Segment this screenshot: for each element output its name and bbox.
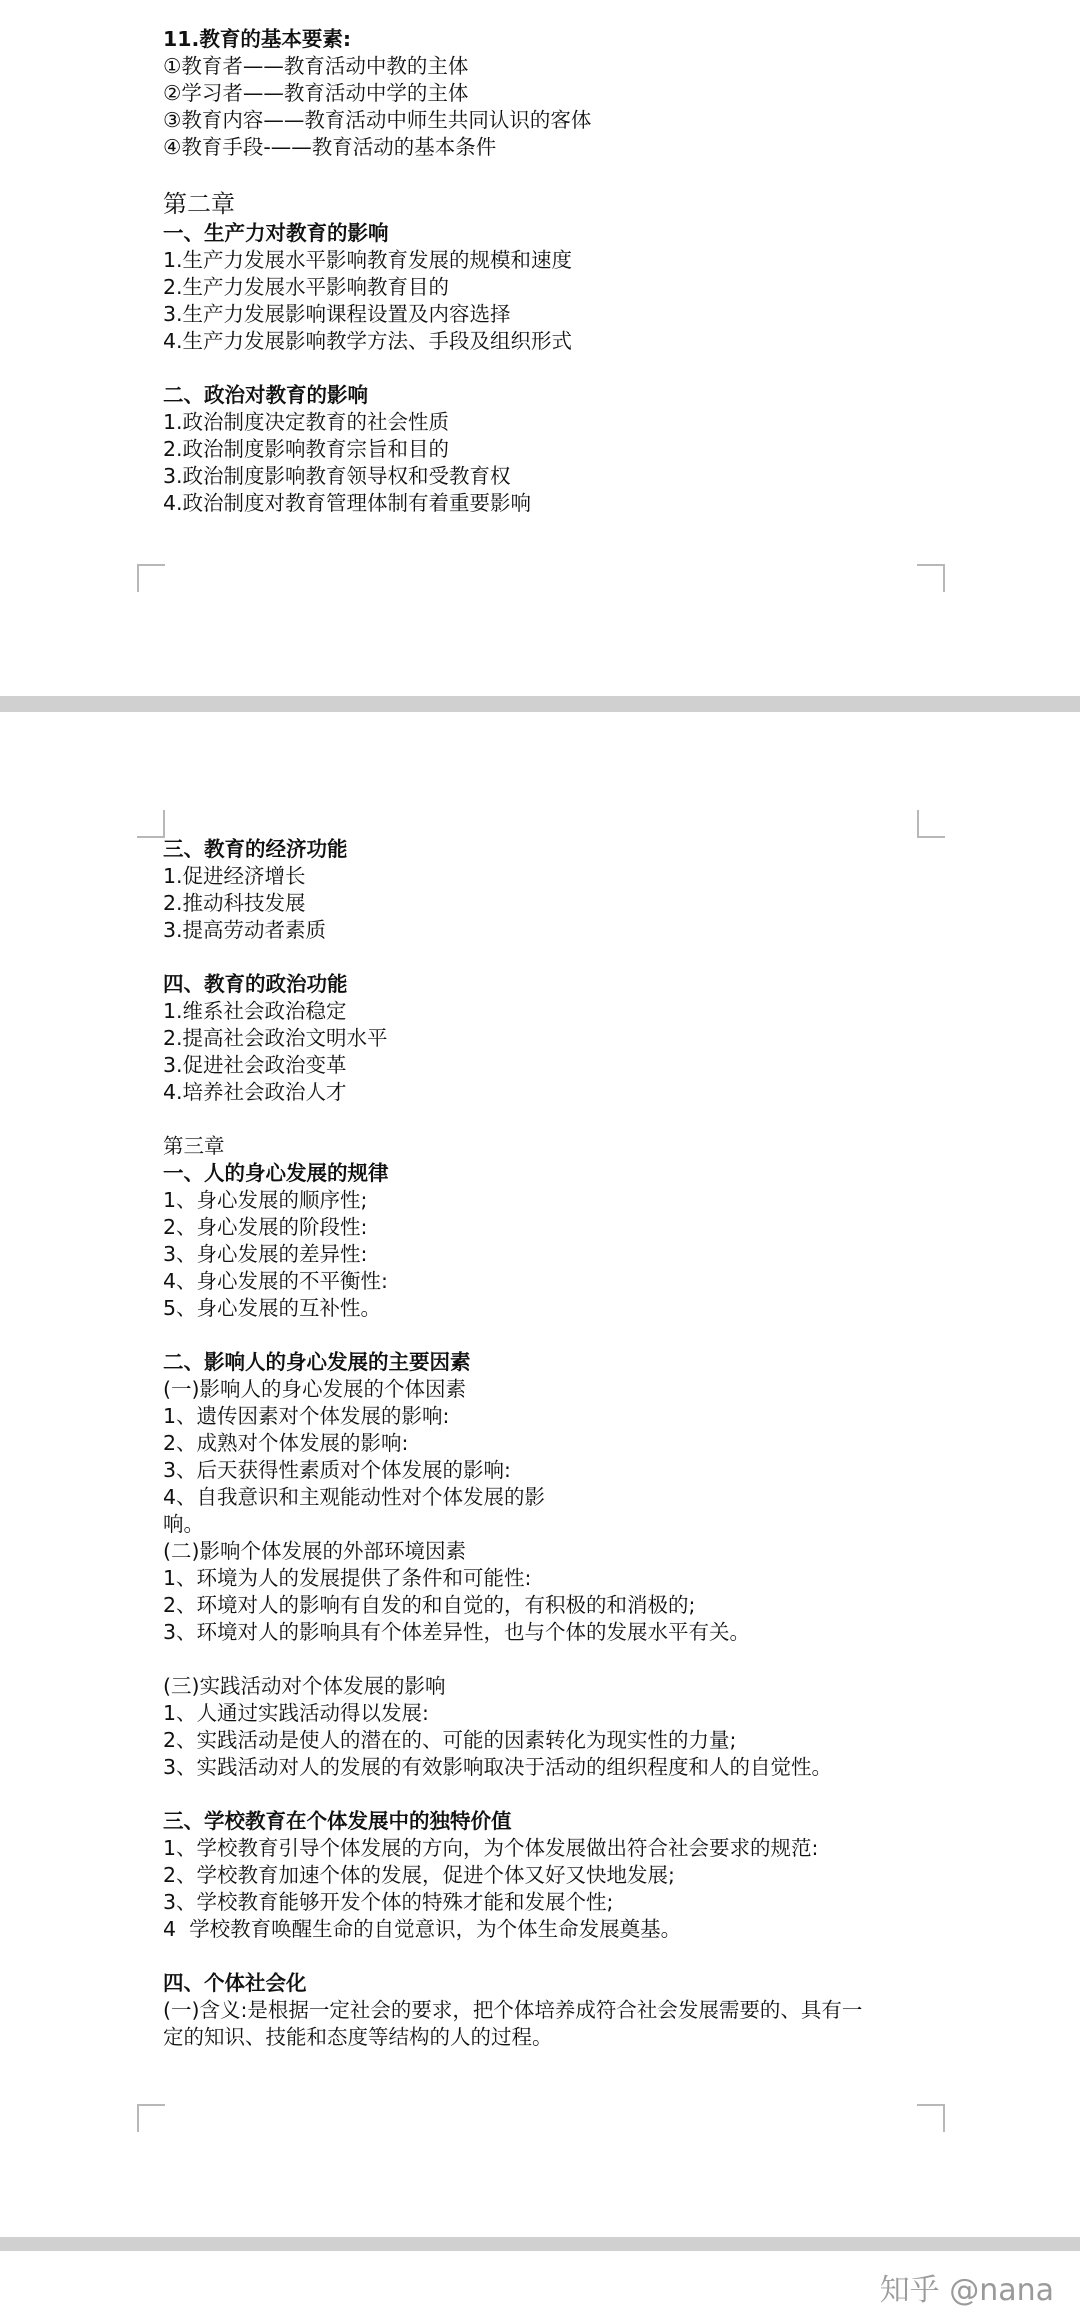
- chapter-heading: 第二章: [163, 190, 235, 218]
- text-line: ②学习者——教育活动中学的主体: [163, 81, 469, 105]
- blank-line: [163, 355, 943, 382]
- text-line: ①教育者——教育活动中教的主体: [163, 54, 469, 78]
- page-1-text: [163, 26, 943, 517]
- blank-line: [163, 1943, 943, 1970]
- text-line: 3.提高劳动者素质: [163, 918, 327, 942]
- text-line: 第三章: [163, 1134, 225, 1158]
- text-line: (一)影响人的身心发展的个体因素: [163, 1377, 466, 1401]
- text-line: 4.生产力发展影响教学方法、手段及组织形式: [163, 329, 573, 353]
- text-line: 3、后天获得性素质对个体发展的影响:: [163, 1458, 511, 1482]
- blank-line: [163, 1106, 943, 1133]
- section-heading: 一、人的身心发展的规律: [163, 1161, 389, 1185]
- text-line: ③教育内容——教育活动中师生共同认识的客体: [163, 108, 592, 132]
- section-heading: 三、教育的经济功能: [163, 837, 348, 861]
- section-heading: 四、教育的政治功能: [163, 972, 348, 996]
- text-line: (二)影响个体发展的外部环境因素: [163, 1539, 466, 1563]
- blank-line: [163, 944, 943, 971]
- text-line: 1、遗传因素对个体发展的影响:: [163, 1404, 450, 1428]
- blank-line: [163, 161, 943, 188]
- document-page-2: [0, 712, 1080, 2237]
- text-line: 4.政治制度对教育管理体制有着重要影响: [163, 491, 532, 515]
- page-2-text: [163, 836, 943, 2051]
- text-line: 3.生产力发展影响课程设置及内容选择: [163, 302, 511, 326]
- text-line: 4 学校教育唤醒生命的自觉意识，为个体生命发展奠基。: [163, 1917, 682, 1941]
- section-heading: 三、学校教育在个体发展中的独特价值: [163, 1809, 512, 1833]
- text-line: 2、环境对人的影响有自发的和自觉的，有积极的和消极的;: [163, 1593, 696, 1617]
- text-line: 2、身心发展的阶段性:: [163, 1215, 368, 1239]
- text-line: 2.生产力发展水平影响教育目的: [163, 275, 450, 299]
- page-margin-corner-bottom-left: [137, 564, 165, 592]
- text-line: 2.提高社会政治文明水平: [163, 1026, 388, 1050]
- text-line: 3、学校教育能够开发个体的特殊才能和发展个性;: [163, 1890, 614, 1914]
- text-line: 3.政治制度影响教育领导权和受教育权: [163, 464, 511, 488]
- blank-line: [163, 1322, 943, 1349]
- text-line: 1、人通过实践活动得以发展:: [163, 1701, 429, 1725]
- blank-line: [163, 1781, 943, 1808]
- text-line: 2.政治制度影响教育宗旨和目的: [163, 437, 450, 461]
- page-margin-corner-bottom-right: [917, 564, 945, 592]
- page-separator: [0, 696, 1080, 712]
- text-line: 4.培养社会政治人才: [163, 1080, 347, 1104]
- text-line: 1.促进经济增长: [163, 864, 306, 888]
- section-heading: 一、生产力对教育的影响: [163, 221, 389, 245]
- page-separator: [0, 2237, 1080, 2251]
- text-line: 定的知识、技能和态度等结构的人的过程。: [163, 2025, 553, 2049]
- text-line: 1、环境为人的发展提供了条件和可能性:: [163, 1566, 532, 1590]
- page-margin-corner-top-left: [137, 810, 165, 838]
- section-heading: 二、政治对教育的影响: [163, 383, 368, 407]
- text-line: 2.推动科技发展: [163, 891, 306, 915]
- section-heading: 四、个体社会化: [163, 1971, 307, 1995]
- text-line: 2、实践活动是使人的潜在的、可能的因素转化为现实性的力量;: [163, 1728, 737, 1752]
- text-line: 2、学校教育加速个体的发展，促进个体又好又快地发展;: [163, 1863, 675, 1887]
- text-line: 4、自我意识和主观能动性对个体发展的影: [163, 1485, 546, 1509]
- text-line: 5、身心发展的互补性。: [163, 1296, 382, 1320]
- section-heading: 二、影响人的身心发展的主要因素: [163, 1350, 471, 1374]
- text-line: 3、实践活动对人的发展的有效影响取决于活动的组织程度和人的自觉性。: [163, 1755, 833, 1779]
- text-line: 1.生产力发展水平影响教育发展的规模和速度: [163, 248, 573, 272]
- text-line: 3、身心发展的差异性:: [163, 1242, 368, 1266]
- blank-line: [163, 1646, 943, 1673]
- text-line: 1.维系社会政治稳定: [163, 999, 347, 1023]
- watermark: 知乎 @nana: [879, 2273, 1054, 2308]
- document-page-1: [0, 0, 1080, 696]
- text-line: 2、成熟对个体发展的影响:: [163, 1431, 409, 1455]
- text-line: ④教育手段-——教育活动的基本条件: [163, 135, 497, 159]
- text-line: 1.政治制度决定教育的社会性质: [163, 410, 450, 434]
- page-margin-corner-bottom-left: [137, 2104, 165, 2132]
- text-line: 3、环境对人的影响具有个体差异性，也与个体的发展水平有关。: [163, 1620, 751, 1644]
- text-line: (三)实践活动对个体发展的影响: [163, 1674, 446, 1698]
- page-margin-corner-bottom-right: [917, 2104, 945, 2132]
- text-line: 3.促进社会政治变革: [163, 1053, 347, 1077]
- section-heading: 11.教育的基本要素:: [163, 27, 352, 51]
- text-line: (一)含义:是根据一定社会的要求，把个体培养成符合社会发展需要的、具有一: [163, 1998, 863, 2022]
- text-line: 4、身心发展的不平衡性:: [163, 1269, 388, 1293]
- text-line: 1、学校教育引导个体发展的方向，为个体发展做出符合社会要求的规范:: [163, 1836, 819, 1860]
- text-line: 1、身心发展的顺序性;: [163, 1188, 368, 1212]
- text-line: 响。: [163, 1512, 204, 1536]
- page-margin-corner-top-right: [917, 810, 945, 838]
